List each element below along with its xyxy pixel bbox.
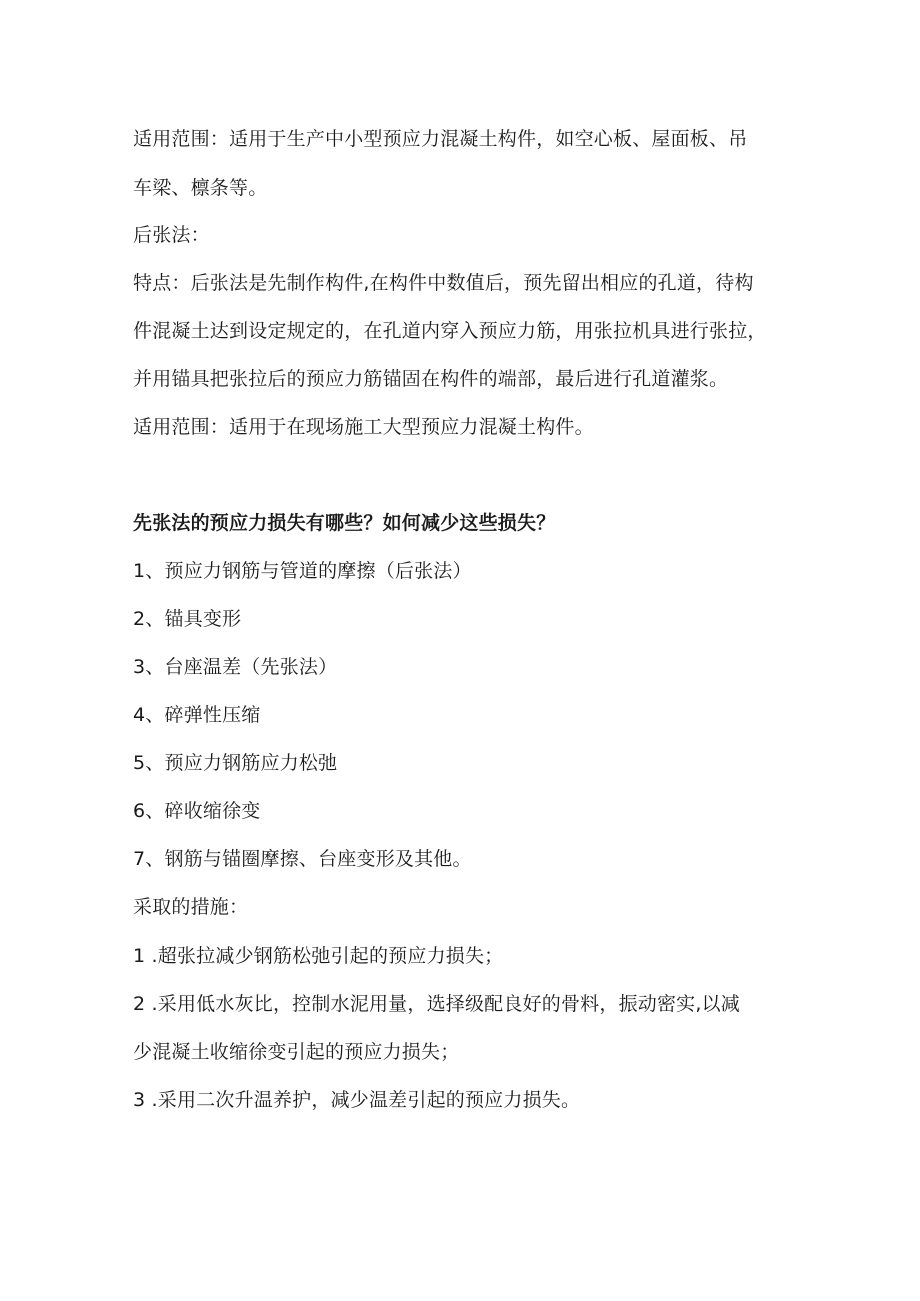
measure-item: 2 .采用低水灰比，控制水泥用量，选择级配良好的骨料，振动密实,以减 [133,993,741,1015]
loss-item: 4、碎弹性压缩 [133,704,261,726]
loss-item: 1、预应力钢筋与管道的摩擦（后张法） [133,560,472,582]
measures-label: 采取的措施： [133,896,249,918]
loss-item: 6、碎收缩徐变 [133,800,261,822]
paragraph-line: 特点：后张法是先制作构件,在构件中数值后，预先留出相应的孔道，待构 [133,272,754,294]
loss-item: 5、预应力钢筋应力松弛 [133,752,338,774]
paragraph-line: 件混凝土达到设定规定的，在孔道内穿入预应力筋，用张拉机具进行张拉， [133,320,767,342]
measure-item: 1 .超张拉减少钢筋松弛引起的预应力损失； [133,945,504,967]
paragraph-line: 并用锚具把张拉后的预应力筋锚固在构件的端部，最后进行孔道灌浆。 [133,368,729,390]
loss-item: 3、台座温差（先张法） [133,656,338,678]
paragraph-line: 车梁、檩条等。 [133,177,268,199]
measure-item-continued: 少混凝土收缩徐变引起的预应力损失； [133,1041,460,1063]
section-label: 后张法： [133,224,210,246]
paragraph-line: 适用范围：适用于在现场施工大型预应力混凝土构件。 [133,416,594,438]
paragraph-line: 适用范围：适用于生产中小型预应力混凝土构件，如空心板、屋面板、吊 [133,128,748,150]
loss-item: 2、锚具变形 [133,608,242,630]
measure-item: 3 .采用二次升温养护，减少温差引起的预应力损失。 [133,1089,581,1111]
loss-item: 7、钢筋与锚圈摩擦、台座变形及其他。 [133,848,472,870]
question-heading: 先张法的预应力损失有哪些？如何减少这些损失？ [133,512,556,534]
